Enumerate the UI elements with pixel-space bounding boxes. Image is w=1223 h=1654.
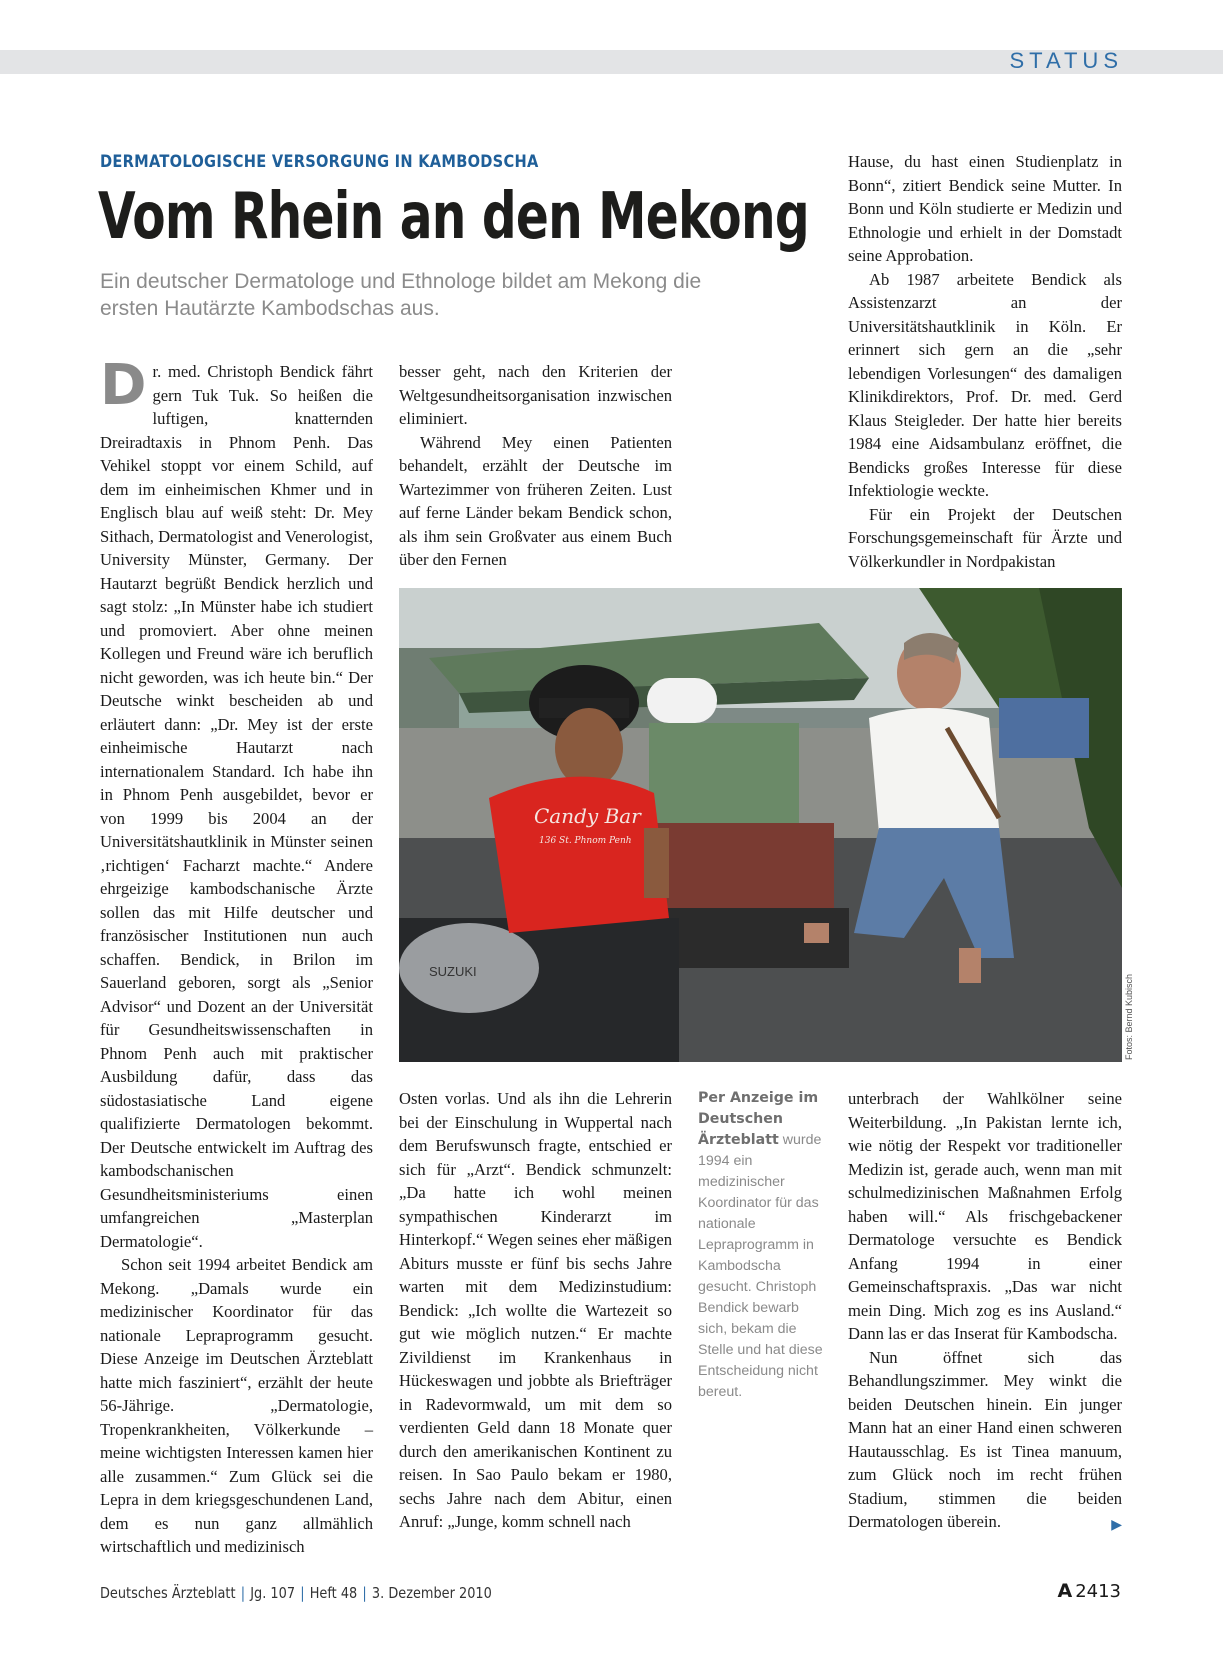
paragraph: Für ein Projekt der Deutschen Forschungsgemeinschaft für Ärzte und Völkerkundler in Nordpakistan [848,504,1122,571]
journal-issue: Heft 48 [309,1584,358,1602]
text-column-3-top [848,150,1122,573]
paragraph: r. med. Christoph Bendick fährt gern Tuk Tuk. So heißen die luftigen, knatternden Dreiradtaxis in Phnom Penh. Das Vehikel stoppt vor einem Schild, auf dem im einheimischen Khmer und in Englisch blau auf weiß steht: Dr. Mey Sithach, Dermatologist and Venerologist, University Münster, Germany. Der Hautarzt begrüßt Bendick herzlich und sagt stolz: „In Münster habe ich studiert und promoviert. Aber ohne meinen Kollegen und Freund wäre ich beruflich nicht geworden, was ich heute bin.“ Der Deutsche winkt bescheiden ab und erläutert dann: „Dr. Mey ist der erste einheimische Hautarzt nach internationalem Standard. Ich habe ihn in Phnom Penh ausgebildet, bevor er von 1999 bis 2004 an der Universitätshautklinik in Münster seinen ‚richtigen‘ Facharzt machte.“ Andere ehrgeizige kambodschanische Ärzte sollen das mit Hilfe deutscher und französischer Institutionen nun auch schaffen. Bendick, in Brilon im Sauerland geboren, sorgt als „Senior Advisor“ und Dozent an der Universität für Gesundheitswissenschaften in Phnom Penh auch mit praktischer Ausbildung dafür, dass das südostasiatische Land eigene qualifizierte Dermatologen bekommt. Der Deutsche entwickelt im Auftrag des kambodschanischen Gesundheitsministeriums einen umfangreichen „Masterplan Dermatologie“. [100,362,373,1251]
article-headline: Vom Rhein an den Mekong [98,180,809,254]
photo-credit: Fotos: Bernd Kubisch [1124,973,1134,1060]
text-column-2-bottom [399,1087,672,1534]
drop-cap: D [100,353,147,418]
article-standfirst: Ein deutscher Dermatologe und Ethnologe bildet am Mekong die ersten Hautärzte Kambodschas aus. [100,270,702,320]
paragraph: unterbrach der Wahlkölner seine Weiterbildung. „In Pakistan lernte ich, wie nötig der Respekt vor traditioneller Medizin ist, gerade auch, wenn man mit schulmedizinischen Maßnahmen Erfolg haben will.“ Als frischgebackener Dermatologe versuchte es Bendick Anfang 1994 in einer Gemeinschaftspraxis. „Das war nicht mein Ding. Mich zog es ins Ausland.“ Dann las er das Inserat für Kambodscha. [848,1089,1122,1343]
page-number-value: 2413 [1075,1581,1121,1602]
journal-date: 3. Dezember 2010 [371,1584,492,1602]
article-photo [399,588,1122,1062]
footer-citation: Deutsches Ärzteblatt | Jg. 107 | Heft 48 | 3. Dezember 2010 [100,1584,492,1602]
shirt-print-small: 136 St. Phnom Penh [539,836,632,846]
page-prefix: A [1057,1580,1073,1602]
motorbike-brand: SUZUKI [429,964,477,979]
caption-lead: Per Anzeige im Deutschen Ärzteblatt [698,1090,819,1148]
text-column-1 [100,353,373,1560]
caption-text: wurde 1994 ein medizinischer Koordinator für das nationale Lepraprogramm in Kambodscha gesucht. Christoph Bendick bewarb sich, bekam die Stelle und hat diese Entscheidung nicht bereut. [698,1132,823,1400]
paragraph: Während Mey einen Patienten behandelt, erzählt der Deutsche im Wartezimmer von früheren Zeiten. Lust auf ferne Länder bekam Bendick schon, als ihm sein Großvater aus einem Buch über den Fernen [399,432,672,569]
text-column-2-top [399,360,672,572]
page-number [1057,1580,1121,1602]
paragraph: Hause, du hast einen Studienplatz in Bonn“, zitiert Bendick seine Mutter. In Bonn und Köln studierte er Medizin und Ethnologie und erhielt in der Domstadt seine Approbation. [848,152,1122,265]
paragraph: besser geht, nach den Kriterien der Weltgesundheitsorganisation inzwischen eliminiert. [399,362,672,428]
paragraph: Nun öffnet sich das Behandlungszimmer. Mey winkt die beiden Deutschen hinein. Ein junger Mann hat an einer Hand einen schweren Hautausschlag. Es ist Tinea manuum, zum Glück noch im recht frühen Stadium, stimmen die beiden Dermatologen überein. [848,1347,1122,1531]
journal-name: Deutsches Ärzteblatt [100,1584,236,1602]
paragraph: Ab 1987 arbeitete Bendick als Assistenzarzt an der Universitätshautklinik in Köln. Er erinnert sich gern an die „sehr lebendigen Vorlesungen“ des damaligen Klinikdirektors, Prof. Dr. med. Gerd Klaus Steigleder. Der hatte hier bereits 1984 eine Aidsambulanz eröffnet, die Bendicks großes Interesse für diese Infektiologie weckte. [848,269,1122,500]
paragraph: Osten vorlas. Und als ihn die Lehrerin bei der Einschulung in Wuppertal nach dem Berufswunsch fragte, entschied er sich für „Arzt“. Bendick schmunzelt: „Da hatte ich wohl meinen sympathischen Kinderarzt im Hinterkopf.“ Wegen seines eher mäßigen Abiturs musste er fünf bis sechs Jahre warten mit dem Medizinstudium: Bendick: „Ich wollte die Wartezeit so gut wie möglich nutzen.“ Er machte Zivildienst im Krankenhaus in Hückeswagen und jobbte als Briefträger in Radevormwald, um mit dem so verdienten Geld dann 18 Monate quer durch den amerikanischen Kontinent zu reisen. In Sao Paulo bekam er 1980, sechs Jahre nach dem Abitur, einen Anruf: „Junge, komm schnell nach [399,1089,672,1531]
journal-volume: Jg. 107 [250,1584,296,1602]
section-label: STATUS [1009,48,1123,73]
text-column-3-bottom [848,1087,1122,1538]
paragraph: Schon seit 1994 arbeitet Bendick am Mekong. „Damals wurde ein medizinischer Koordinator für das nationale Lepraprogramm gesucht. Diese Anzeige im Deutschen Ärzteblatt hatte mich fasziniert“, erzählt der heute 56-Jährige. „Dermatologie, Tropenkrankheiten, Völkerkunde – meine wichtigsten Interessen kamen hier alle zusammen.“ Zum Glück sei die Lepra in dem kriegsgeschundenen Land, dem es nun ganz allmählich wirtschaftlich und medizinisch [100,1255,373,1556]
continue-arrow-icon: ▶ [1111,1518,1122,1533]
tuk-tuk-photo [399,588,1122,1062]
shirt-print: Candy Bar [534,804,641,828]
photo-caption [698,1088,828,1403]
article-kicker: DERMATOLOGISCHE VERSORGUNG IN KAMBODSCHA [100,152,539,172]
